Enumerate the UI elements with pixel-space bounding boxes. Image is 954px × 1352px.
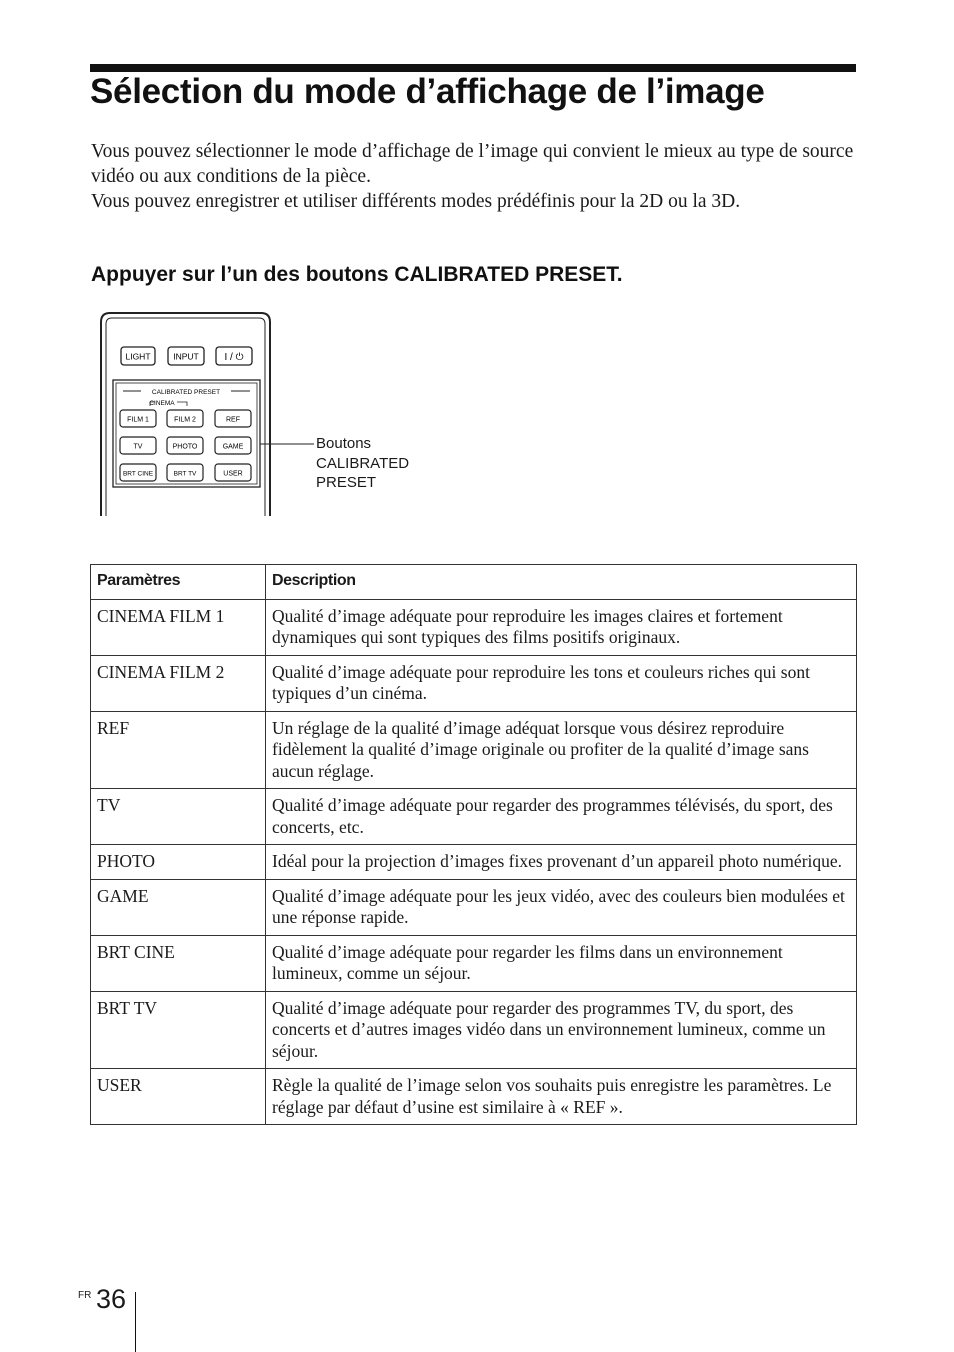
description-cell: Un réglage de la qualité d’image adéquat lorsque vous désirez reproduire fidèlement la qualité d’image originale ou profiter de la qualité d’image sans aucun réglage.: [266, 711, 857, 789]
film1-button-label: FILM 1: [127, 416, 149, 424]
param-cell: REF: [91, 711, 266, 789]
header-description: Description: [266, 565, 857, 600]
film2-button[interactable]: [167, 410, 203, 427]
callout-line-extension: [280, 443, 314, 445]
step-heading: Appuyer sur l’un des boutons CALIBRATED PRESET.: [91, 263, 623, 286]
caption-line-2: CALIBRATED: [316, 454, 410, 472]
caption-line-3: PRESET: [316, 474, 377, 491]
param-cell: PHOTO: [91, 845, 266, 880]
param-cell: GAME: [91, 879, 266, 935]
cinema-label: CINEMA: [149, 400, 175, 407]
table-row: [91, 935, 857, 991]
param-cell: TV: [91, 789, 266, 845]
intro-paragraph-1: Vous pouvez sélectionner le mode d’affichage de l’image qui convient le mieux au type de source vidéo ou aux conditions de la pièce.: [91, 141, 854, 187]
brt-tv-button[interactable]: [167, 464, 203, 481]
parameters-table: [90, 564, 857, 1125]
tv-button[interactable]: [120, 437, 156, 454]
table-row: [91, 789, 857, 845]
language-code: FR: [78, 1290, 92, 1301]
page-title: Sélection du mode d’affichage de l’image: [90, 72, 765, 111]
title-rule: [90, 64, 856, 72]
power-button[interactable]: [216, 347, 252, 365]
description-cell: Qualité d’image adéquate pour regarder des programmes TV, du sport, des concerts et d’autres images vidéo dans un environnement lumineux, comme un séjour.: [266, 991, 857, 1069]
description-cell: Qualité d’image adéquate pour les jeux vidéo, avec des couleurs bien modulées et une réponse rapide.: [266, 879, 857, 935]
brt-cine-button-label: BRT CINE: [122, 470, 154, 478]
page-number-rule: [135, 1292, 136, 1352]
param-cell: BRT CINE: [91, 935, 266, 991]
power-button-label: I / ⏻: [224, 352, 244, 363]
table-row: [91, 655, 857, 711]
table-row: [91, 991, 857, 1069]
table-row: [91, 711, 857, 789]
description-cell: Idéal pour la projection d’images fixes provenant d’un appareil photo numérique.: [266, 845, 857, 880]
game-button[interactable]: [215, 437, 251, 454]
description-cell: Qualité d’image adéquate pour reproduire les tons et couleurs riches qui sont typiques d’un cinéma.: [266, 655, 857, 711]
light-button-label: LIGHT: [125, 351, 151, 362]
light-button[interactable]: [121, 347, 155, 365]
ref-button[interactable]: [215, 410, 251, 427]
table-row: [91, 599, 857, 655]
param-cell: USER: [91, 1069, 266, 1125]
intro-paragraph-2: Vous pouvez enregistrer et utiliser différents modes prédéfinis pour la 2D ou la 3D.: [91, 191, 741, 212]
user-button-label: USER: [223, 470, 243, 478]
intro-text: [91, 139, 861, 214]
description-cell: Règle la qualité de l’image selon vos souhaits puis enregistre les paramètres. Le réglage par défaut d’usine est similaire à « REF ».: [266, 1069, 857, 1125]
remote-control-illustration: [95, 310, 280, 516]
game-button-label: GAME: [222, 443, 244, 451]
film1-button[interactable]: [120, 410, 156, 427]
table-row: [91, 879, 857, 935]
description-cell: Qualité d’image adéquate pour regarder les films dans un environnement lumineux, comme un séjour.: [266, 935, 857, 991]
ref-button-label: REF: [226, 416, 240, 424]
description-cell: Qualité d’image adéquate pour regarder des programmes télévisés, du sport, des concerts, etc.: [266, 789, 857, 845]
param-cell: BRT TV: [91, 991, 266, 1069]
table-header-row: [91, 565, 857, 600]
caption-line-1: Boutons: [316, 435, 372, 452]
page-number: 36: [96, 1284, 127, 1314]
param-cell: CINEMA FILM 1: [91, 599, 266, 655]
film2-button-label: FILM 2: [174, 416, 196, 424]
brt-cine-button[interactable]: [120, 464, 156, 481]
calibrated-preset-label: CALIBRATED PRESET: [151, 389, 221, 396]
table-row: [91, 845, 857, 880]
photo-button-label: PHOTO: [172, 443, 198, 451]
input-button-label: INPUT: [173, 351, 199, 362]
user-button[interactable]: [215, 464, 251, 481]
brt-tv-button-label: BRT TV: [173, 470, 197, 478]
remote-callout-caption: [316, 434, 409, 493]
description-cell: Qualité d’image adéquate pour reproduire les images claires et fortement dynamiques qui sont typiques des films positifs originaux.: [266, 599, 857, 655]
header-parametres: Paramètres: [91, 565, 266, 600]
table-row: [91, 1069, 857, 1125]
param-cell: CINEMA FILM 2: [91, 655, 266, 711]
photo-button[interactable]: [167, 437, 203, 454]
input-button[interactable]: [168, 347, 204, 365]
tv-button-label: TV: [133, 443, 143, 451]
